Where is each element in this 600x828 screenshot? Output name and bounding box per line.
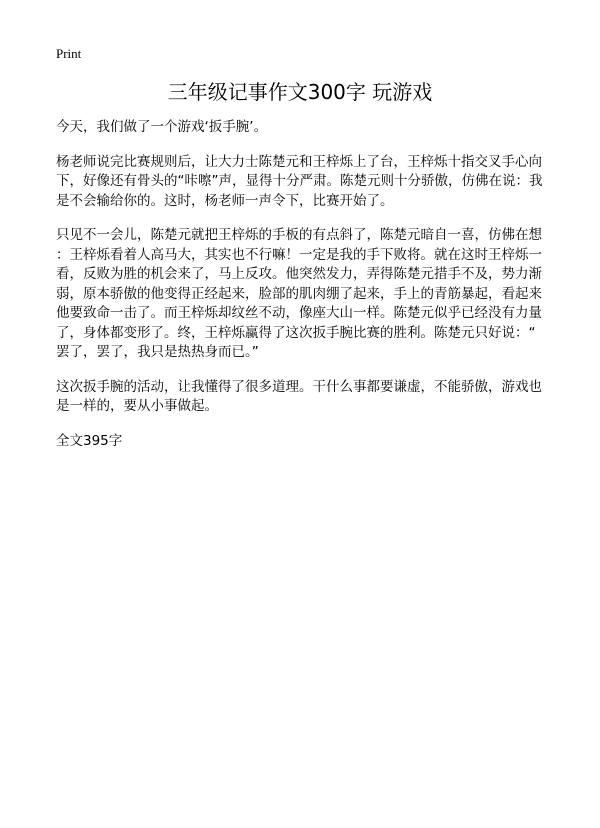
- print-link[interactable]: Print: [56, 46, 82, 61]
- word-count: 全文395字: [56, 432, 123, 449]
- article-title: 三年级记事作文300字 玩游戏: [167, 80, 433, 104]
- article-paragraph: 今天，我们做了一个游戏‘扳手腕’。: [56, 119, 268, 135]
- article-paragraph: 只见不一会儿，陈楚元就把王梓烁的手板的有点斜了，陈楚元暗自一喜，仿佛在想 ：王梓烁看着人高马大，其实也不行嘛！一定是我的手下败将。就在这时王梓烁一 看，反败为胜的机会来了，马上反攻。他突然发力，弄得陈楚元措手不及，势力渐 弱，原本骄傲的他变得正经起来，脸部的肌肉绷了起来，手上的青筋暴起，看起来 他要致命一击了。而王梓烁却纹丝不动，像座大山一样。陈楚元似乎已经没有力量 了，身体都变形了。终，王梓烁赢得了这次扳手腕比赛的胜利。陈楚元只好说：“ 罢了，罢了，我只是热热身而已。”: [56, 227, 542, 360]
- article-body: [56, 118, 552, 451]
- article-paragraph: 杨老师说完比赛规则后，让大力士陈楚元和王梓烁上了台，王梓烁十指交叉手心向 下，好像还有骨头的“咔嚓”声，显得十分严肃。陈楚元则十分骄傲，仿佛在说：我 是不会输给你的。这时，杨老师一声令下，比赛开始了。: [56, 153, 543, 209]
- article-paragraph: 这次扳手腕的活动，让我懂得了很多道理。干什么事都要谦虚，不能骄傲，游戏也 是一样的，要从小事做起。: [56, 378, 542, 414]
